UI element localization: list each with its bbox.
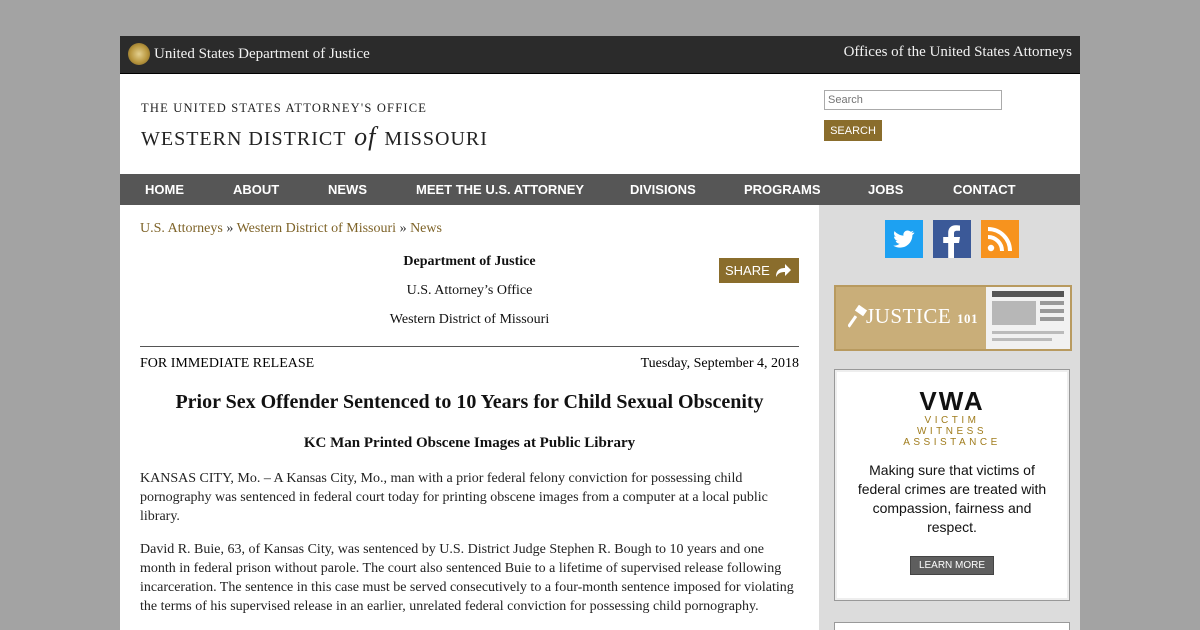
breadcrumb-us-attorneys[interactable]: U.S. Attorneys bbox=[140, 221, 223, 236]
facebook-icon bbox=[933, 220, 971, 258]
district-name-b: MISSOURI bbox=[384, 128, 488, 150]
facebook-button[interactable] bbox=[933, 220, 971, 258]
release-label: FOR IMMEDIATE RELEASE bbox=[140, 356, 315, 371]
justice-101-number: 101 bbox=[956, 311, 978, 326]
breadcrumb-sep: » bbox=[226, 221, 234, 236]
article-subtitle: KC Man Printed Obscene Images at Public Library bbox=[303, 435, 636, 451]
nav-divisions[interactable]: DIVISIONS bbox=[630, 182, 696, 197]
nav-news[interactable]: NEWS bbox=[328, 182, 367, 197]
sidebar-next-box bbox=[834, 622, 1070, 630]
vwa-victim: VICTIM bbox=[924, 415, 980, 426]
share-label: SHARE bbox=[725, 263, 770, 278]
vwa-message: Making sure that victims of federal crimes are treated with compassion, fairness and respect. bbox=[857, 462, 1047, 535]
district-name-a: WESTERN DISTRICT bbox=[141, 128, 347, 150]
twitter-icon bbox=[885, 220, 923, 258]
vwa-assistance: ASSISTANCE bbox=[903, 437, 1001, 448]
breadcrumb-western-district[interactable]: Western District of Missouri bbox=[236, 221, 397, 236]
learn-more-button[interactable]: LEARN MORE bbox=[910, 556, 994, 575]
breadcrumb bbox=[140, 221, 442, 237]
share-arrow-icon bbox=[774, 262, 792, 279]
justice-word: JUSTICE bbox=[866, 304, 952, 328]
share-button[interactable] bbox=[719, 258, 799, 283]
nav-home[interactable]: HOME bbox=[145, 182, 184, 197]
vwa-logo: VWA bbox=[919, 386, 985, 416]
release-date: Tuesday, September 4, 2018 bbox=[640, 356, 799, 371]
nav-contact[interactable]: CONTACT bbox=[953, 182, 1016, 197]
top-bar bbox=[120, 36, 1080, 74]
nav-programs[interactable]: PROGRAMS bbox=[744, 182, 821, 197]
nav-meet-us-attorney[interactable]: MEET THE U.S. ATTORNEY bbox=[416, 182, 585, 197]
agency-district: Western District of Missouri bbox=[389, 312, 550, 327]
breadcrumb-news[interactable]: News bbox=[410, 221, 442, 236]
vwa-witness: WITNESS bbox=[916, 426, 988, 437]
divider bbox=[140, 346, 799, 347]
search-button[interactable]: SEARCH bbox=[824, 120, 882, 141]
twitter-button[interactable] bbox=[885, 220, 923, 258]
justice-101-screenshot bbox=[986, 287, 1070, 349]
agency-dept: Department of Justice bbox=[403, 254, 536, 269]
article-paragraph-2: David R. Buie, 63, of Kansas City, was sentenced by U.S. District Judge Stephen R. Bough to 10 years and one month in federal prison without parole. The court also sentenced Buie to a lifetime of supervised release following incarceration. The sentence in this case must be served consecutively to a four-month sentence imposed for violating the terms of his supervised release in an earlier, unrelated federal conviction for possessing child pornography. bbox=[140, 542, 794, 614]
doj-seal-icon bbox=[128, 43, 150, 65]
justice-101-banner[interactable] bbox=[834, 285, 1072, 351]
nav-jobs[interactable]: JOBS bbox=[868, 182, 904, 197]
district-of: of bbox=[354, 122, 377, 151]
district-logo[interactable] bbox=[141, 122, 488, 152]
page bbox=[120, 36, 1080, 630]
site-header bbox=[120, 74, 1080, 174]
nav-about[interactable]: ABOUT bbox=[233, 182, 280, 197]
article-title: Prior Sex Offender Sentenced to 10 Years for Child Sexual Obscenity bbox=[175, 391, 764, 413]
agency-office: U.S. Attorney’s Office bbox=[406, 283, 533, 298]
search-input[interactable] bbox=[824, 90, 1002, 110]
sidebar bbox=[819, 205, 1080, 630]
main-nav bbox=[120, 174, 1080, 205]
breadcrumb-sep: » bbox=[399, 221, 407, 236]
usao-link[interactable]: Offices of the United States Attorneys bbox=[843, 44, 1072, 60]
justice-101-text bbox=[866, 304, 978, 329]
rss-icon bbox=[981, 220, 1019, 258]
article-paragraph-1: KANSAS CITY, Mo. – A Kansas City, Mo., man with a prior federal felony conviction for possessing child pornography was sentenced in federal court today for printing obscene images from a computer at a local public library. bbox=[140, 471, 768, 524]
doj-link[interactable]: United States Department of Justice bbox=[154, 46, 370, 62]
rss-button[interactable] bbox=[981, 220, 1019, 258]
office-heading: THE UNITED STATES ATTORNEY'S OFFICE bbox=[141, 101, 428, 115]
vwa-box bbox=[834, 369, 1070, 601]
